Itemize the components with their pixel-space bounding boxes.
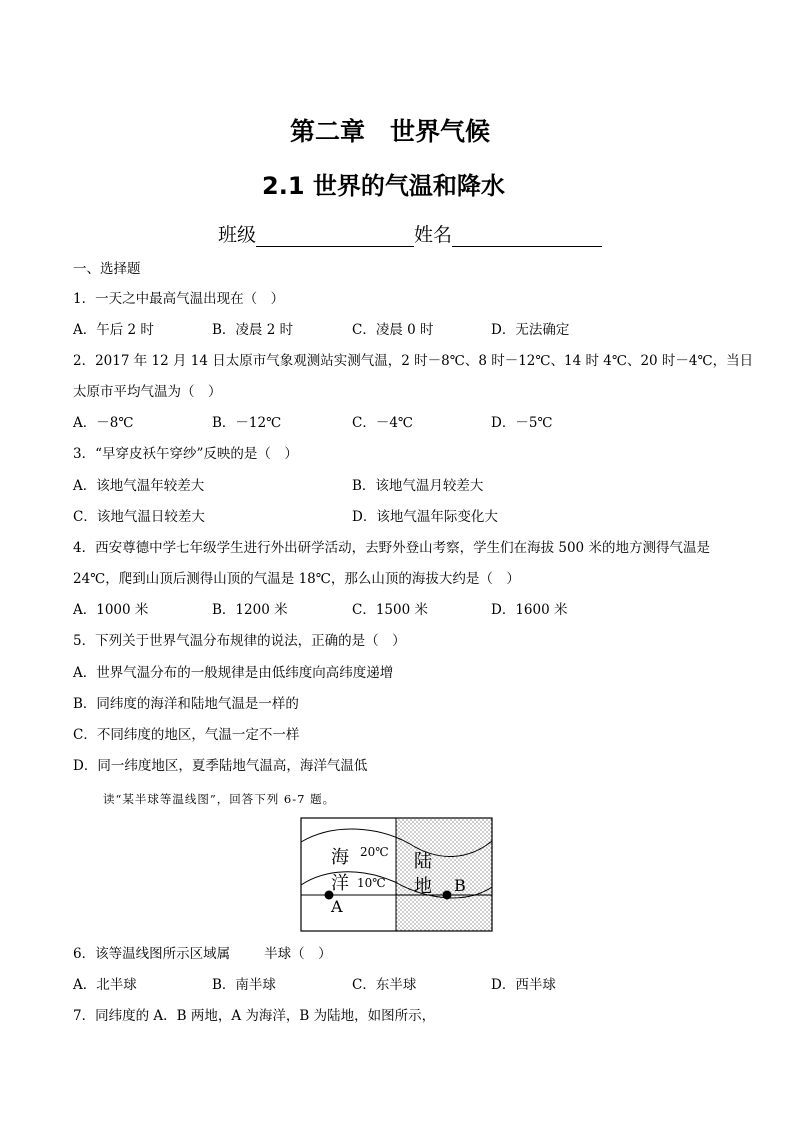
option[interactable]: A．－8℃ — [73, 415, 134, 431]
question-5-option-c[interactable]: C．不同纬度的地区，气温一定不一样 — [73, 727, 300, 743]
class-blank[interactable] — [256, 228, 414, 247]
question-5-option-b[interactable]: B．同纬度的海洋和陆地气温是一样的 — [73, 696, 299, 712]
question-6-stem-part-1: 6．该等温线图所示区域属 — [73, 946, 231, 962]
land-area — [396, 818, 492, 931]
question-5-option-a[interactable]: A．世界气温分布的一般规律是由低纬度向高纬度递增 — [73, 665, 394, 681]
point-a-label: A — [331, 897, 343, 916]
question-6-stem-part-2: 半球（ ） — [264, 946, 332, 962]
question-2-stem-line-2: 太原市平均气温为（ ） — [73, 384, 222, 400]
name-blank[interactable] — [452, 228, 602, 247]
question-5-option-d[interactable]: D．同一纬度地区，夏季陆地气温高，海洋气温低 — [73, 758, 368, 774]
question-3-options-row-2 — [73, 509, 753, 525]
option[interactable]: B．－12℃ — [212, 415, 282, 431]
isotherm-10-label: 10℃ — [357, 876, 386, 890]
question-1-stem: 1．一天之中最高气温出现在（ ） — [73, 291, 285, 307]
option[interactable]: D．西半球 — [491, 977, 556, 993]
option[interactable]: D．该地气温年际变化大 — [352, 509, 498, 525]
option[interactable]: B．南半球 — [212, 977, 276, 993]
question-4-stem-line-2: 24℃，爬到山顶后测得山顶的气温是 18℃，那么山顶的海拔大约是（ ） — [73, 571, 520, 587]
option[interactable]: C．该地气温日较差大 — [73, 509, 205, 525]
question-4-stem-line-1: 4．西安尊德中学七年级学生进行外出研学活动，去野外登山考察，学生们在海拔 500 米的地方测得气温是 — [73, 540, 710, 556]
option[interactable]: B．1200 米 — [212, 602, 288, 618]
question-6-options — [73, 977, 753, 993]
point-b-label: B — [454, 876, 466, 895]
option[interactable]: B．凌晨 2 时 — [212, 322, 294, 338]
name-label: 姓名 — [414, 224, 453, 246]
question-6-stem — [73, 946, 332, 962]
option[interactable]: D．1600 米 — [491, 602, 568, 618]
point-b-marker — [443, 891, 452, 900]
question-4-options — [73, 602, 753, 618]
chapter-title: 第二章 世界气候 — [290, 117, 491, 146]
option[interactable]: C．1500 米 — [352, 602, 428, 618]
isotherm-map — [300, 817, 493, 932]
section-heading: 一、选择题 — [73, 261, 141, 277]
option[interactable]: C．－4℃ — [352, 415, 414, 431]
question-2-stem-line-1: 2．2017 年 12 月 14 日太原市气象观测站实测气温，2 时－8℃、8 时－12℃、14 时 4℃、20 时－4℃，当日 — [73, 353, 754, 369]
option[interactable]: C．凌晨 0 时 — [352, 322, 434, 338]
ocean-label-1: 海 — [331, 847, 349, 868]
class-label: 班级 — [218, 224, 257, 246]
figure-caption: 读“某半球等温线图”，回答下列 6-7 题。 — [103, 792, 336, 806]
isotherm-20-label: 20℃ — [360, 845, 389, 859]
question-3-stem: 3．“早穿皮袄午穿纱”反映的是（ ） — [73, 446, 298, 462]
option[interactable]: C．东半球 — [352, 977, 417, 993]
question-2-options — [73, 415, 753, 431]
question-1-options — [73, 322, 753, 338]
section-title: 2.1 世界的气温和降水 — [262, 172, 505, 200]
option[interactable]: B．该地气温月较差大 — [352, 478, 484, 494]
option[interactable]: A．北半球 — [73, 977, 137, 993]
option[interactable]: A．该地气温年较差大 — [73, 478, 205, 494]
student-info-line — [218, 220, 602, 247]
question-7-stem: 7．同纬度的 A．B 两地，A 为海洋，B 为陆地，如图所示， — [73, 1008, 436, 1024]
ocean-label-2: 洋 — [331, 873, 349, 894]
land-label-2: 地 — [414, 876, 432, 897]
option[interactable]: A．1000 米 — [73, 602, 149, 618]
land-label-1: 陆 — [414, 851, 432, 872]
question-5-stem: 5．下列关于世界气温分布规律的说法，正确的是（ ） — [73, 633, 406, 649]
question-3-options-row-1 — [73, 478, 753, 494]
option[interactable]: A．午后 2 时 — [73, 322, 154, 338]
option[interactable]: D．无法确定 — [491, 322, 570, 338]
option[interactable]: D．－5℃ — [491, 415, 553, 431]
